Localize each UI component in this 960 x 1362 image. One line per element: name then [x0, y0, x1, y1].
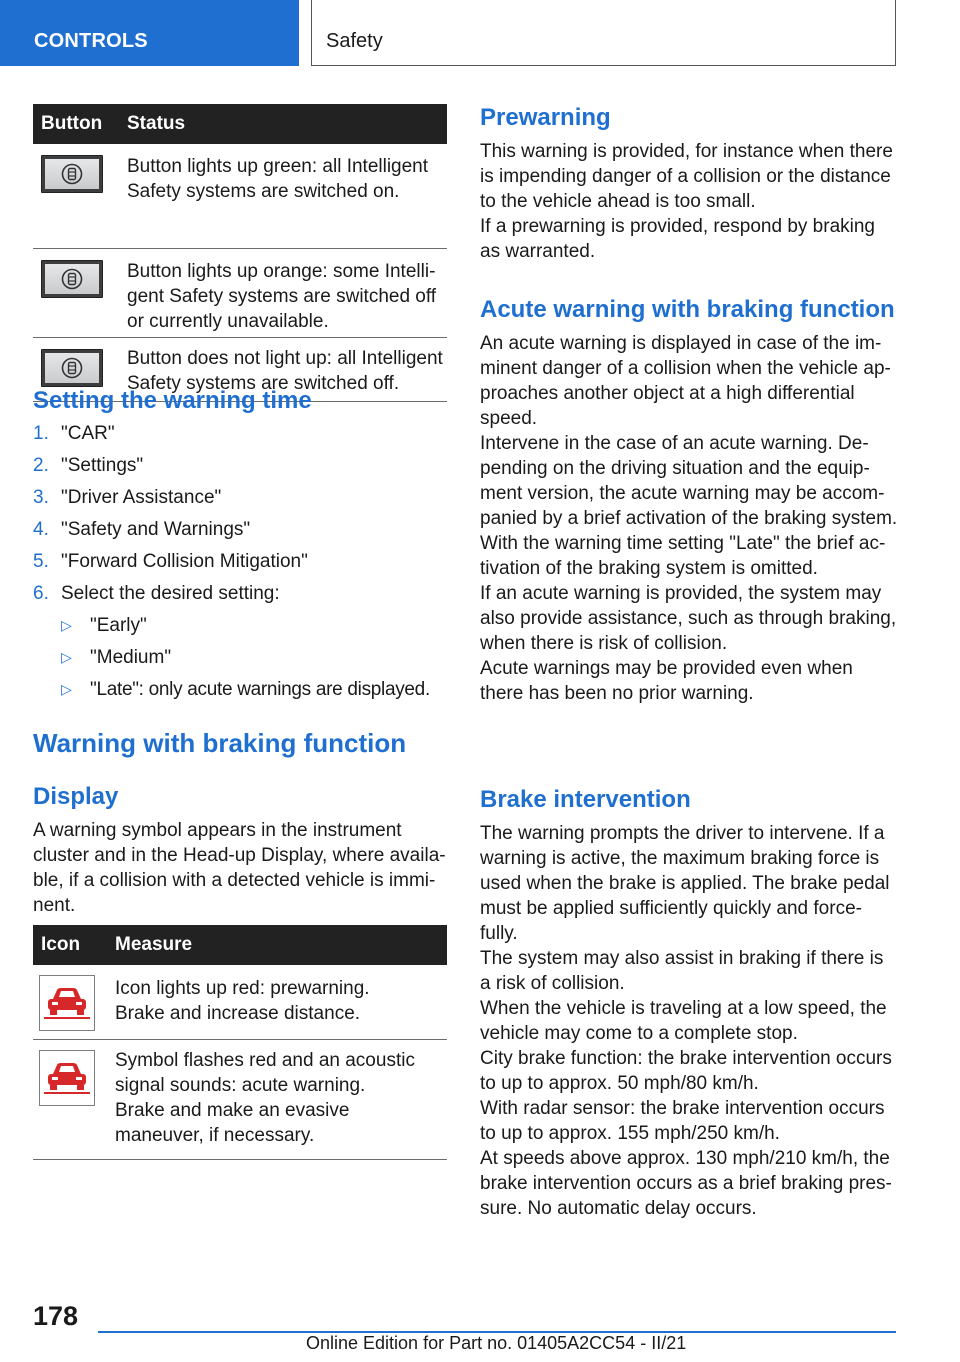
table-row: [33, 248, 447, 337]
prewarning-heading: Prewarning: [480, 104, 611, 131]
setting-options: [61, 613, 447, 702]
acute-warning-heading: Acute warning with braking function: [480, 296, 895, 323]
status-text: Button does not light up: all Intelligent Safety systems are switched off.: [127, 347, 443, 394]
table-header-row: [33, 925, 447, 965]
paragraph: With radar sensor: the brake intervention occurs to up to approx. 155 mph/250 km/h.: [480, 1098, 885, 1144]
paragraph: An acute warning is displayed in case of the im-minent danger of a collision when the vehicle ap-proaches another object at a high differential speed.: [480, 333, 891, 429]
display-heading: Display: [33, 783, 119, 810]
table-row: [33, 1039, 447, 1159]
list-item: 5. "Forward Collision Mitigation": [33, 551, 308, 572]
intelligent-safety-button-icon: [41, 155, 103, 193]
list-item: ▷ "Late": only acute warnings are displayed.: [61, 679, 430, 700]
paragraph: This warning is provided, for instance when there is impending danger of a collision or the distance to the vehicle ahead is too small.: [480, 141, 893, 212]
button-status-table: [33, 104, 447, 402]
paragraph: If an acute warning is provided, the system may also provide assistance, such as through braking, when there is risk of collision.: [480, 583, 897, 654]
brake-intervention-heading: Brake intervention: [480, 786, 691, 813]
measure-text: Brake and make an evasive maneuver, if necessary.: [115, 1099, 350, 1146]
paragraph: The warning prompts the driver to intervene. If a warning is active, the maximum braking force is used when the brake is applied. The brake pedal must be applied sufficiently quickly and force-fully.: [480, 823, 890, 944]
display-text: A warning symbol appears in the instrument cluster and in the Head-up Display, where availa-ble, if a collision with a detected vehicle is immi-nent.: [33, 820, 446, 916]
list-item: 4. "Safety and Warnings": [33, 519, 251, 540]
section-title: CONTROLS: [34, 30, 148, 52]
braking-section-heading: Warning with braking function: [33, 728, 407, 758]
list-item: 2. "Settings": [33, 455, 144, 476]
table-header-measure: Measure: [107, 925, 447, 965]
table-row: [33, 144, 447, 248]
paragraph: Acute warnings may be provided even when there has been no prior warning.: [480, 658, 853, 704]
red-car-warning-icon: [39, 1050, 95, 1106]
table-header-status: Status: [119, 104, 447, 144]
triangle-bullet-icon: ▷: [61, 617, 72, 633]
table-row: [33, 965, 447, 1039]
icon-measure-table: [33, 925, 447, 1160]
topic-tab: [311, 0, 896, 66]
acute-warning-body: [480, 331, 898, 706]
paragraph: City brake function: the brake intervention occurs to up to approx. 50 mph/80 km/h.: [480, 1048, 892, 1094]
measure-text: Icon lights up red: prewarning.: [115, 978, 370, 999]
list-item: ▷ "Medium": [61, 647, 172, 668]
paragraph: Intervene in the case of an acute warning. De-pending on the driving situation and the equip-ment version, the acute warning may be accom-panied by a brief activation of the braking system.: [480, 433, 898, 529]
paragraph: When the vehicle is traveling at a low speed, the vehicle may come to a complete stop.: [480, 998, 887, 1044]
table-header-button: Button: [33, 104, 119, 144]
status-text: Button lights up green: all Intelligent Safety systems are switched on.: [127, 156, 429, 202]
intelligent-safety-button-icon: [41, 349, 103, 387]
list-item: 3. "Driver Assistance": [33, 487, 222, 508]
warning-time-heading: Setting the warning time: [33, 387, 312, 414]
table-header-row: [33, 104, 447, 144]
prewarning-body: [480, 139, 898, 264]
measure-text: Symbol flashes red and an acoustic signal sounds: acute warning.: [115, 1049, 415, 1096]
status-text: Button lights up orange: some Intelli-gent Safety systems are switched off or currently unavailable.: [127, 260, 437, 332]
edition-text: Online Edition for Part no. 01405A2CC54 - II/21: [306, 1333, 687, 1353]
warning-time-steps: [33, 421, 447, 709]
paragraph: The system may also assist in braking if there is a risk of collision.: [480, 948, 884, 994]
list-item: 6. Select the desired setting: ▷ "Early" ▷ "Medium" ▷ "Late": only acute warnings are displayed.: [33, 581, 447, 702]
triangle-bullet-icon: ▷: [61, 681, 72, 697]
brake-intervention-body: [480, 821, 898, 1221]
paragraph: With the warning time setting "Late" the brief ac-tivation of the braking system is omitted.: [480, 533, 886, 579]
section-tab: [0, 0, 299, 66]
table-header-icon: Icon: [33, 925, 107, 965]
red-car-warning-icon: [39, 975, 95, 1031]
paragraph: At speeds above approx. 130 mph/210 km/h, the brake intervention occurs as a brief braking pres-sure. No automatic delay occurs.: [480, 1148, 892, 1219]
page-number: 178: [33, 1301, 79, 1331]
list-item: 1. "CAR": [33, 423, 115, 444]
triangle-bullet-icon: ▷: [61, 649, 72, 665]
list-item: ▷ "Early": [61, 615, 147, 636]
measure-text: Brake and increase distance.: [115, 1003, 361, 1024]
paragraph: If a prewarning is provided, respond by braking as warranted.: [480, 216, 876, 262]
topic-title: Safety: [326, 30, 383, 52]
intelligent-safety-button-icon: [41, 260, 103, 298]
